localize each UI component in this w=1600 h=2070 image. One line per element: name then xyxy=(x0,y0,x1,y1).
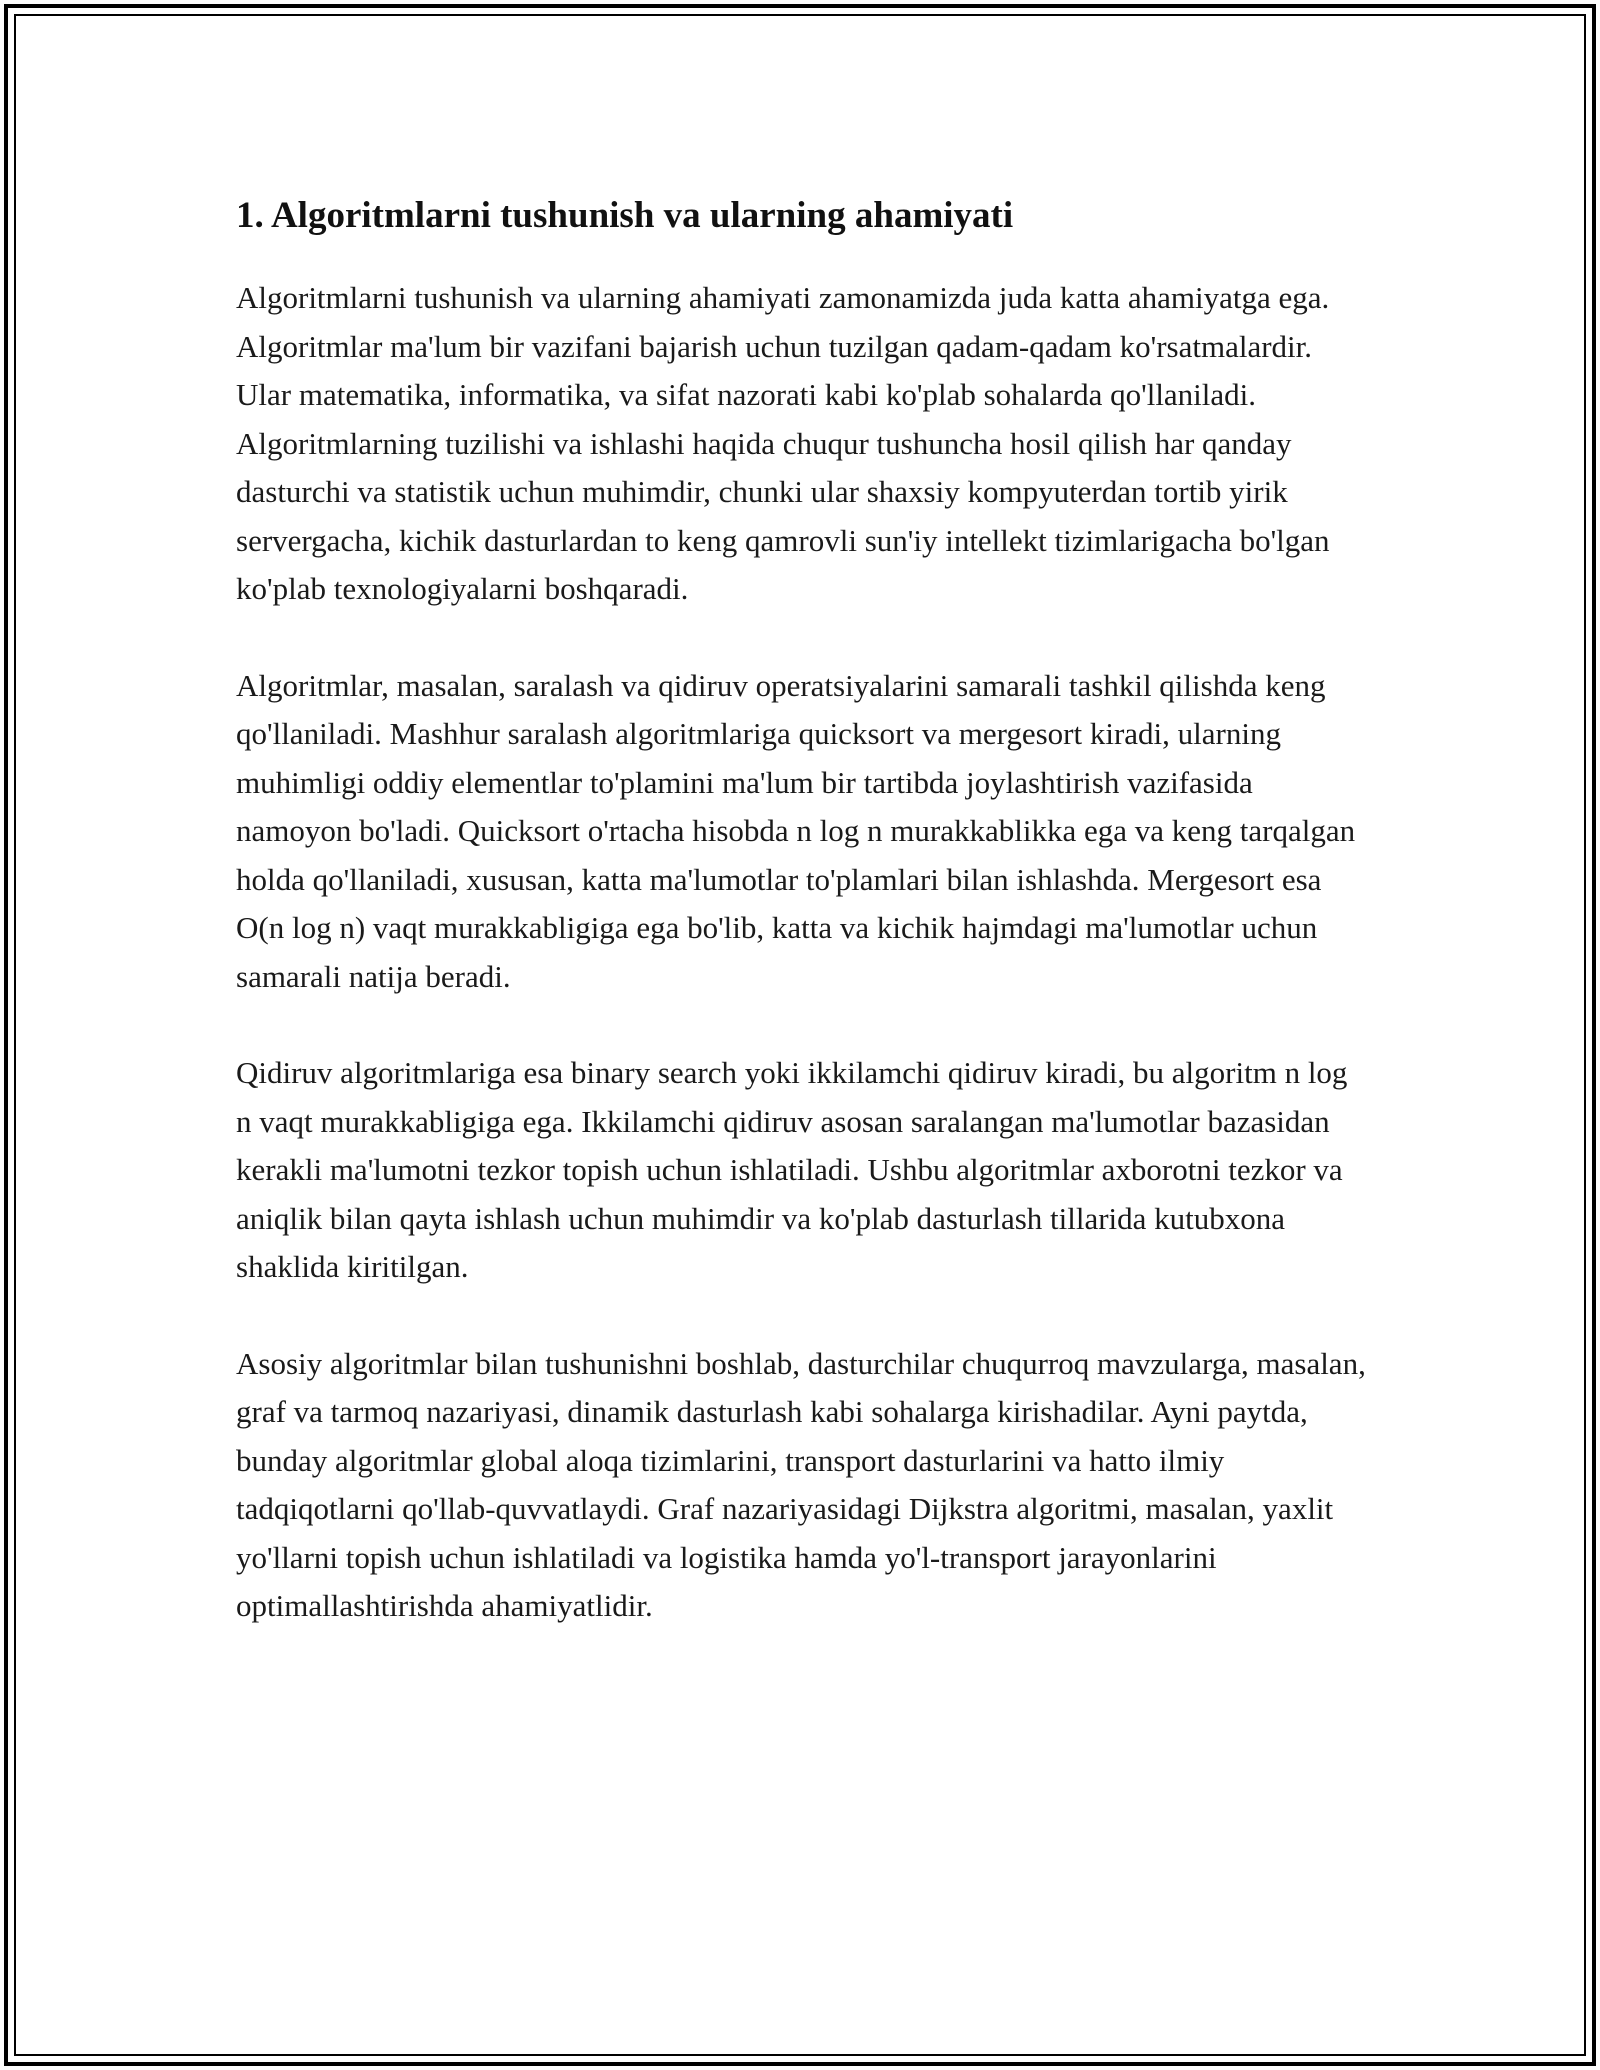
paragraph-intro: Algoritmlarni tushunish va ularning ahamiyati zamonamizda juda katta ahamiyatga ega. Algoritmlar ma'lum bir vazifani bajarish uchun tuzilgan qadam-qadam ko'rsatmalardir. Ular matematika, informatika, va sifat nazorati kabi ko'plab sohalarda qo'llaniladi. Algoritmlarning tuzilishi va ishlashi haqida chuqur tushuncha hosil qilish har qanday dasturchi va statistik uchun muhimdir, chunki ular shaxsiy kompyuterdan tortib yirik servergacha, kichik dasturlardan to keng qamrovli sun'iy intellekt tizimlarigacha bo'lgan ko'plab texnologiyalarni boshqaradi. xyxy=(236,280,1330,606)
paragraph-advanced: Asosiy algoritmlar bilan tushunishni boshlab, dasturchilar chuqurroq mavzularga, masalan, graf va tarmoq nazariyasi, dinamik dasturlash kabi sohalarga kirishadilar. Ayni paytda, bunday algoritmlar global aloqa tizimlarini, transport dasturlarini va hatto ilmiy tadqiqotlarni qo'llab-quvvatlaydi. Graf nazariyasidagi Dijkstra algoritmi, masalan, yaxlit yo'llarni topish uchun ishlatiladi va logistika hamda yo'l-transport jarayonlarini optimallashtirishda ahamiyatlidir. xyxy=(236,1345,1366,1623)
document-body xyxy=(236,188,1366,1631)
paragraph-sorting: Algoritmlar, masalan, saralash va qidiruv operatsiyalarini samarali tashkil qilishda keng qo'llaniladi. Mashhur saralash algoritmlariga quicksort va mergesort kiradi, ularning muhimligi oddiy elementlar to'plamini ma'lum bir tartibda joylashtirish vazifasida namoyon bo'ladi. Quicksort o'rtacha hisobda n log n murakkablikka ega va keng tarqalgan holda qo'llaniladi, xususan, katta ma'lumotlar to'plamlari bilan ishlashda. Mergesort esa O(n log n) vaqt murakkabligiga ega bo'lib, katta va kichik hajmdagi ma'lumotlar uchun samarali natija beradi. xyxy=(236,667,1356,994)
paragraph-searching: Qidiruv algoritmlariga esa binary search yoki ikkilamchi qidiruv kiradi, bu algoritm n log n vaqt murakkabligiga ega. Ikkilamchi qidiruv asosan saralangan ma'lumotlar bazasidan kerakli ma'lumotni tezkor topish uchun ishlatiladi. Ushbu algoritmlar axborotni tezkor va aniqlik bilan qayta ishlash uchun muhimdir va ko'plab dasturlash tillarida kutubxona shaklida kiritilgan. xyxy=(236,1055,1348,1284)
section-heading: 1. Algoritmlarni tushunish va ularning ahamiyati xyxy=(236,195,1014,236)
